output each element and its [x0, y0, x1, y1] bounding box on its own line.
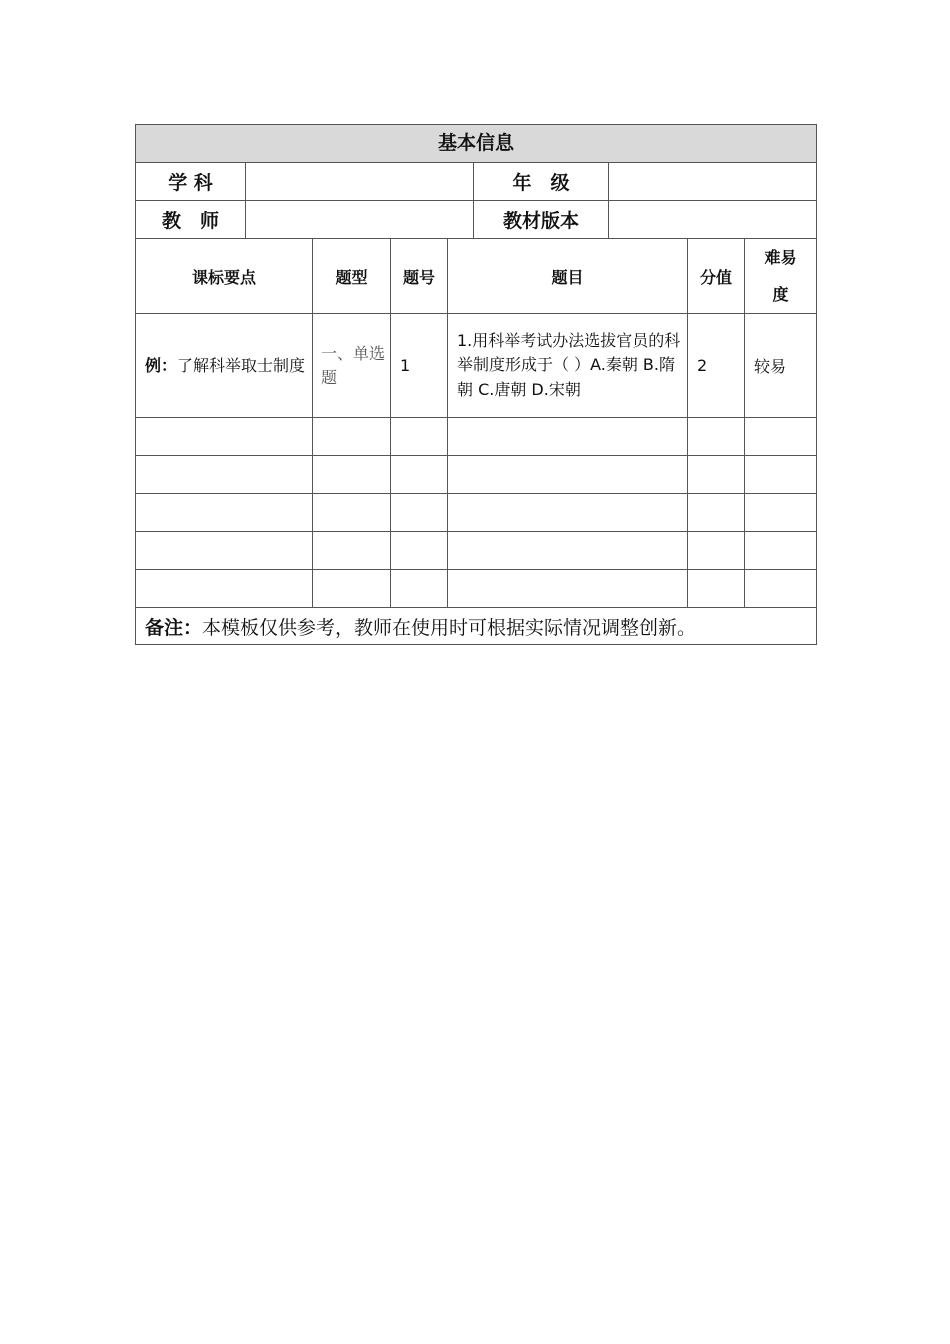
col-header-score: 分值: [688, 239, 745, 314]
difficulty-cell[interactable]: [745, 494, 817, 532]
table-row: [136, 532, 817, 570]
col-header-question: 题目: [448, 239, 688, 314]
question-cell[interactable]: [448, 532, 688, 570]
standard-cell[interactable]: [136, 570, 313, 608]
question-template-table: [135, 124, 817, 645]
basic-info-title: 基本信息: [438, 132, 515, 154]
col-header-number: 题号: [391, 239, 448, 314]
difficulty-cell[interactable]: [745, 418, 817, 456]
note-cell: [136, 608, 817, 645]
score-cell[interactable]: [688, 456, 745, 494]
col-header-difficulty-line1: 难易: [764, 248, 797, 267]
type-cell[interactable]: [313, 570, 391, 608]
example-question: 1.用科举考试办法选拔官员的科举制度形成于（ ）A.秦朝 B.隋朝 C.唐朝 D.宋朝: [448, 314, 688, 418]
col-header-standard: 课标要点: [136, 239, 313, 314]
type-cell[interactable]: [313, 456, 391, 494]
question-cell[interactable]: [448, 570, 688, 608]
table-row: [136, 494, 817, 532]
note-text: 本模板仅供参考，教师在使用时可根据实际情况调整创新。: [202, 616, 697, 639]
edition-label: 教材版本: [474, 201, 609, 239]
type-cell[interactable]: [313, 532, 391, 570]
type-cell[interactable]: [313, 494, 391, 532]
standard-cell[interactable]: [136, 418, 313, 456]
example-type: 一、单选题: [313, 314, 391, 418]
example-prefix: 例：: [145, 356, 178, 375]
subject-value-cell[interactable]: [246, 163, 474, 201]
table-row: [136, 418, 817, 456]
example-row: [136, 314, 817, 418]
difficulty-cell[interactable]: [745, 456, 817, 494]
difficulty-cell[interactable]: [745, 532, 817, 570]
number-cell[interactable]: [391, 494, 448, 532]
score-cell[interactable]: [688, 570, 745, 608]
number-cell[interactable]: [391, 418, 448, 456]
grade-label: 年 级: [474, 163, 609, 201]
example-number: 1: [391, 314, 448, 418]
score-cell[interactable]: [688, 494, 745, 532]
basic-info-title-cell: [136, 125, 817, 163]
table-row: [136, 456, 817, 494]
grade-value-cell[interactable]: [609, 163, 817, 201]
example-standard-cell: [136, 314, 313, 418]
basic-info-header-row: [136, 125, 817, 163]
number-cell[interactable]: [391, 456, 448, 494]
score-cell[interactable]: [688, 418, 745, 456]
standard-cell[interactable]: [136, 494, 313, 532]
edition-value-cell[interactable]: [609, 201, 817, 239]
column-header-row: [136, 239, 817, 314]
col-header-type: 题型: [313, 239, 391, 314]
example-score: 2: [688, 314, 745, 418]
col-header-difficulty-line2: 度: [772, 285, 789, 304]
question-cell[interactable]: [448, 456, 688, 494]
standard-cell[interactable]: [136, 532, 313, 570]
number-cell[interactable]: [391, 570, 448, 608]
standard-cell[interactable]: [136, 456, 313, 494]
col-header-difficulty: [745, 239, 817, 314]
note-row: [136, 608, 817, 645]
example-difficulty: 较易: [745, 314, 817, 418]
subject-label: 学 科: [136, 163, 246, 201]
number-cell[interactable]: [391, 532, 448, 570]
question-cell[interactable]: [448, 418, 688, 456]
subject-row: [136, 163, 817, 201]
question-cell[interactable]: [448, 494, 688, 532]
note-label: 备注：: [145, 616, 203, 639]
table-row: [136, 570, 817, 608]
teacher-label: 教 师: [136, 201, 246, 239]
teacher-value-cell[interactable]: [246, 201, 474, 239]
type-cell[interactable]: [313, 418, 391, 456]
teacher-row: [136, 201, 817, 239]
score-cell[interactable]: [688, 532, 745, 570]
difficulty-cell[interactable]: [745, 570, 817, 608]
example-standard: 了解科举取士制度: [177, 356, 306, 375]
